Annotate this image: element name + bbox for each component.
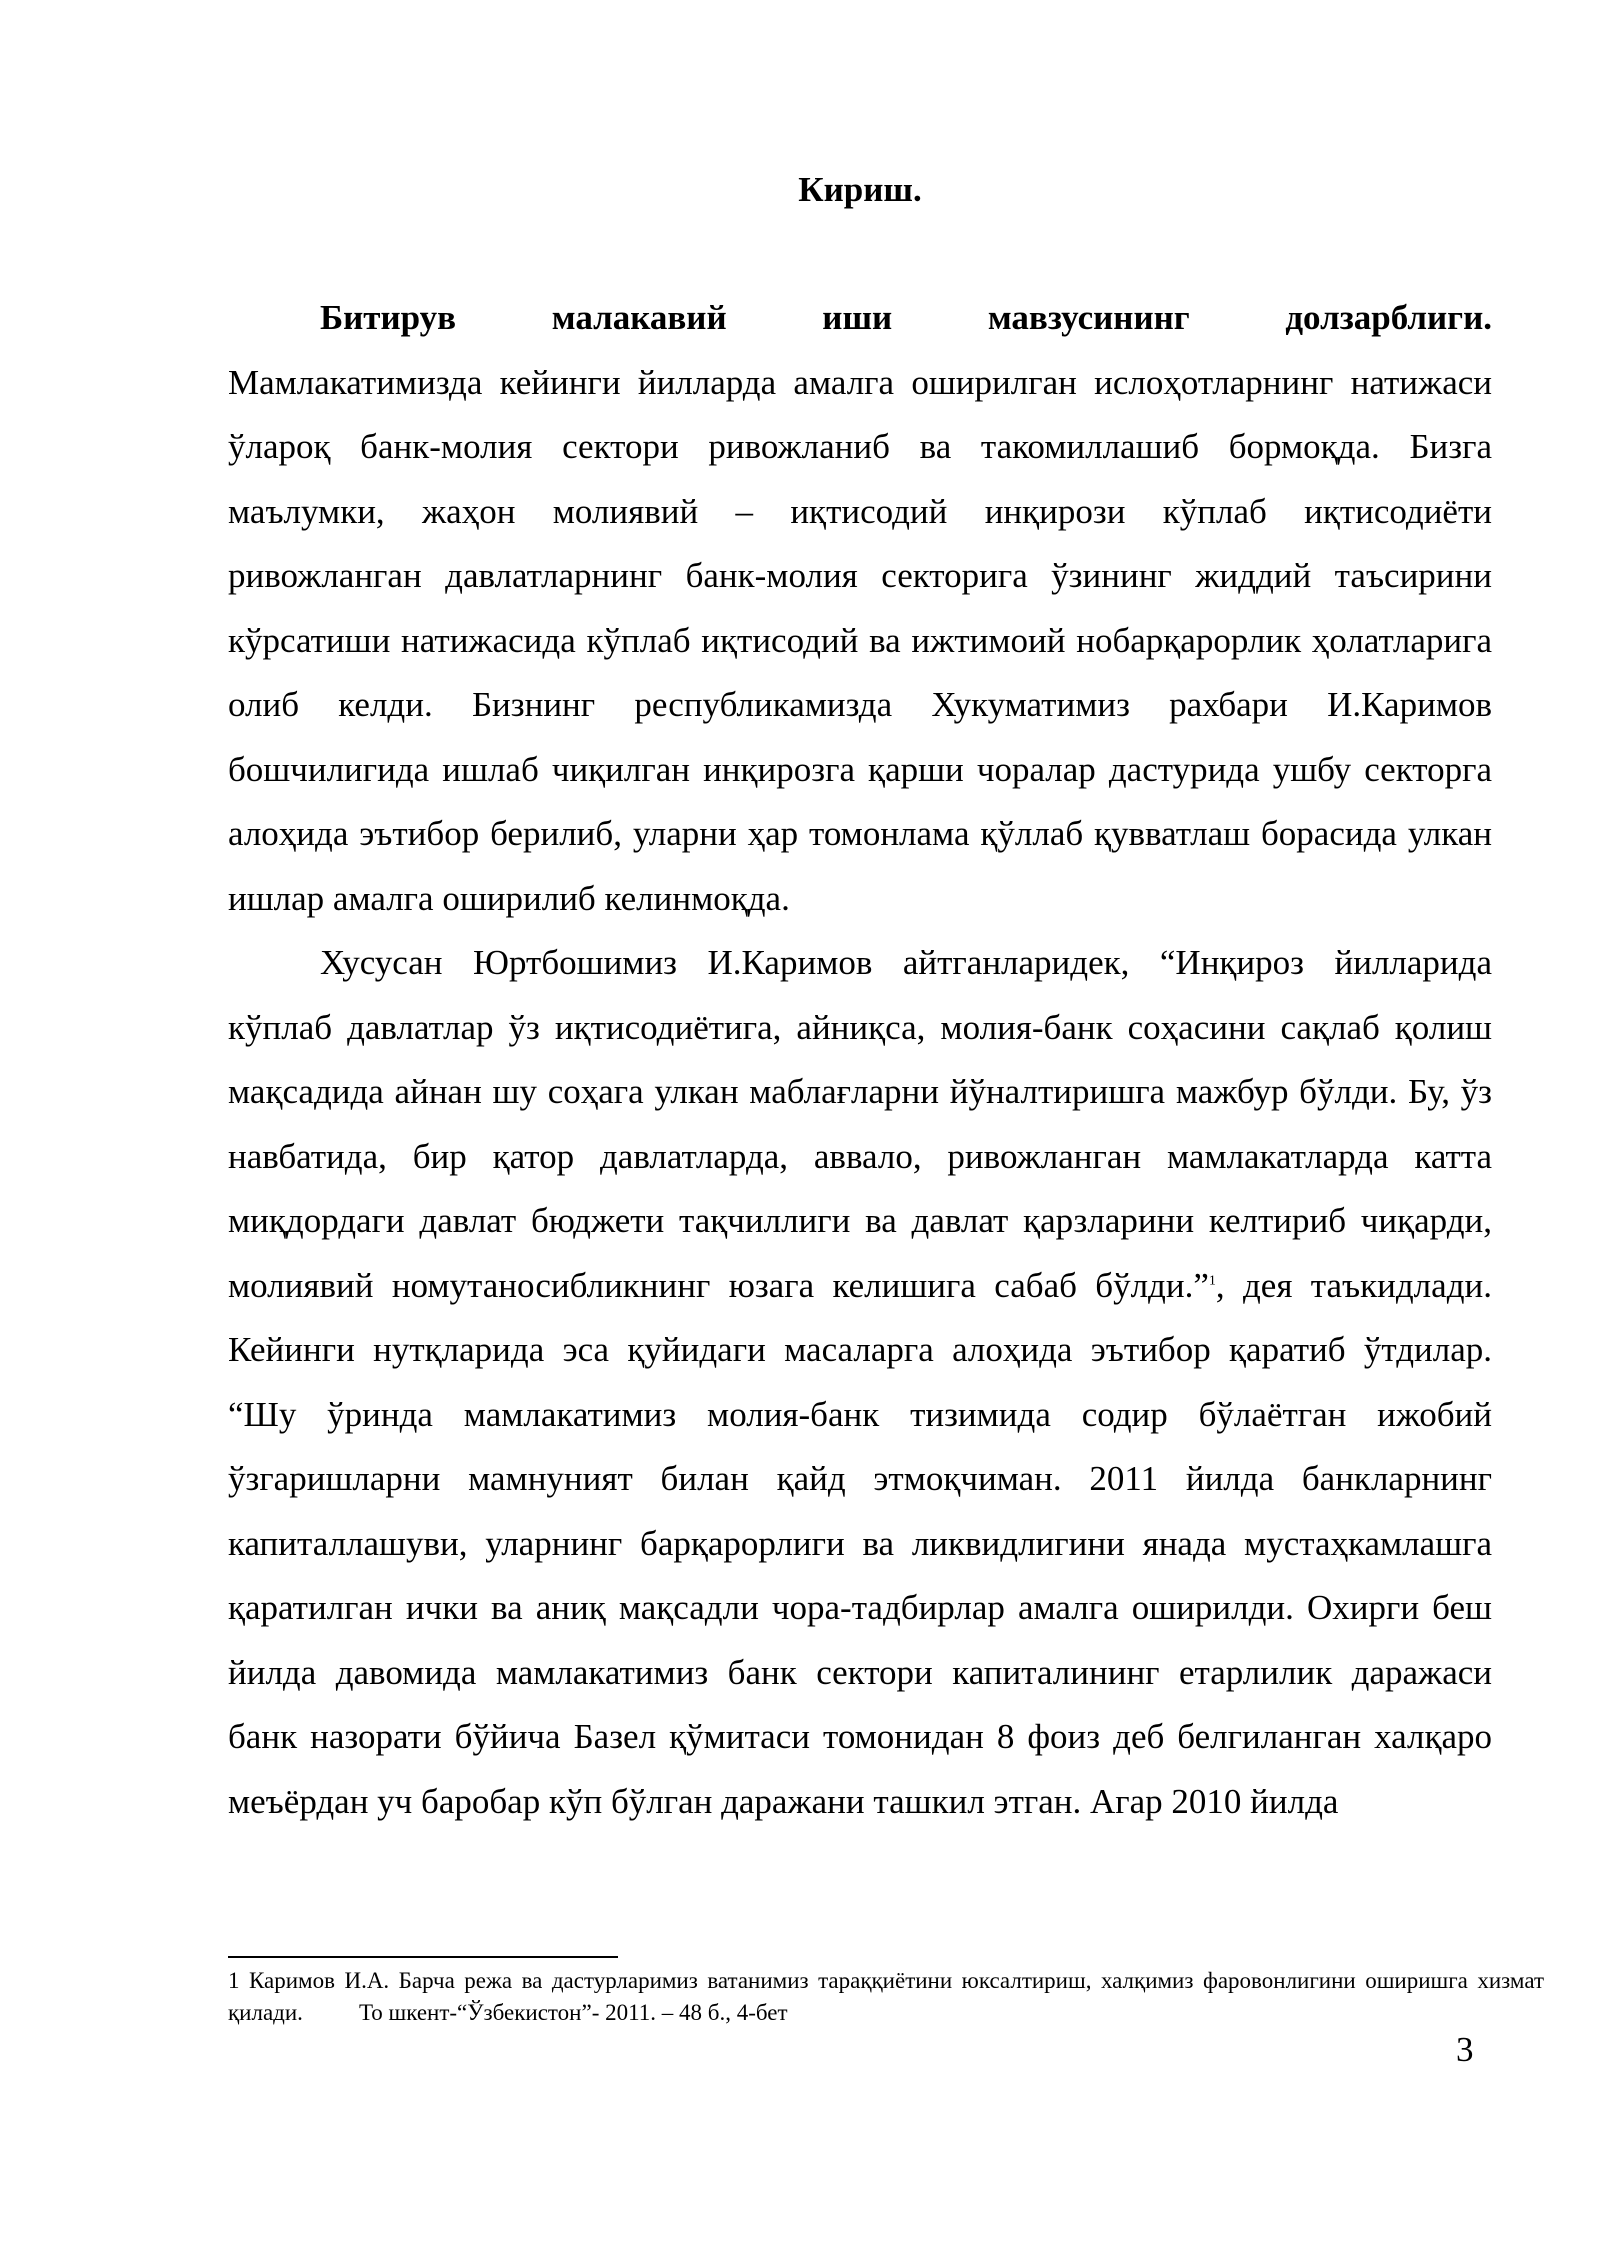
paragraph-relevance [228, 286, 1492, 931]
page-title: Кириш. [798, 170, 922, 209]
footnote-separator [228, 1956, 618, 1958]
footnote-text-part2: То шкент-“Ўзбекистон”- 2011. – 48 б., 4-бет [358, 2000, 788, 2025]
paragraph-text: Мамлакатимизда кейинги йилларда амалга оширилган ислоҳотларнинг натижаси ўлароқ банк-молия сектори ривожланиб ва такомиллашиб бормоқда. Бизга маълумки, жаҳон молиявий – иқтисодий инқирози кўплаб иқтисодиёти ривожланган давлатларнинг банк-молия секторига ўзининг жиддий таъсирини кўрсатиши натижасида кўплаб иқтисодий ва ижтимоий нобарқарорлик ҳолатларига олиб келди. Бизнинг республикамизда Хукуматимиз рахбари И.Каримов бошчилигида ишлаб чиқилган инқирозга қарши чоралар дастурида ушбу секторга алоҳида эътибор берилиб, уларни ҳар томонлама қўллаб қувватлаш борасида улкан ишлар амалга оширилиб келинмоқда. [228, 362, 1492, 918]
page-number: 3 [1456, 2030, 1474, 2069]
paragraph-text-after-ref: , дея таъкидлади. Кейинги нутқларида эса қуйидаги масаларга алоҳида эътибор қаратиб ўтдилар. “Шу ўринда мамлакатимиз молия-банк тизимида содир бўлаётган ижобий ўзгаришларни мамнуният билан қайд этмоқчиман. 2011 йилда банкларнинг капиталлашуви, уларнинг барқарорлиги ва ликвидлигини янада мустаҳкамлашга қаратилган ички ва аниқ мақсадли чора-тадбирлар амалга оширилди. Охирги беш йилда давомида мамлакатимиз банк сектори капиталининг етарлилик даражаси банк назорати бўйича Базел қўмитаси томонидан 8 фоиз деб белгиланган халқаро меъёрдан уч баробар кўп бўлган даражани ташкил этган. Агар 2010 йилда [228, 1265, 1492, 1821]
section-heading: Битирув малакавий иши мавзусининг долзарблиги. [320, 298, 1492, 337]
footnote-number: 1 [228, 1968, 240, 1993]
footnote-reference[interactable]: 1 [1208, 1272, 1216, 1288]
footnote-text-part1: Каримов И.А. Барча режа ва дастурларимиз ватанимиз тараққиётини юксалтириш, халқимиз фаровонлигини оширишга хизмат қилади. [228, 1968, 1544, 2025]
document-page [228, 160, 1492, 1834]
paragraph-quote [228, 931, 1492, 1834]
paragraph-text-before-ref: Хусусан Юртбошимиз И.Каримов айтганларидек, “Инқироз йилларида кўплаб давлатлар ўз иқтисодиётига, айниқса, молия-банк соҳасини сақлаб қолиш мақсадида айнан шу соҳага улкан маблағларни йўналтиришга мажбур бўлди. Бу, ўз навбатида, бир қатор давлатларда, аввало, ривожланган мамлакатларда катта миқдордаги давлат бюджети тақчиллиги ва давлат қарзларини келтириб чиқарди, молиявий номутаносибликнинг юзага келишига сабаб бўлди.” [228, 943, 1492, 1305]
footnote [228, 1965, 1544, 2029]
